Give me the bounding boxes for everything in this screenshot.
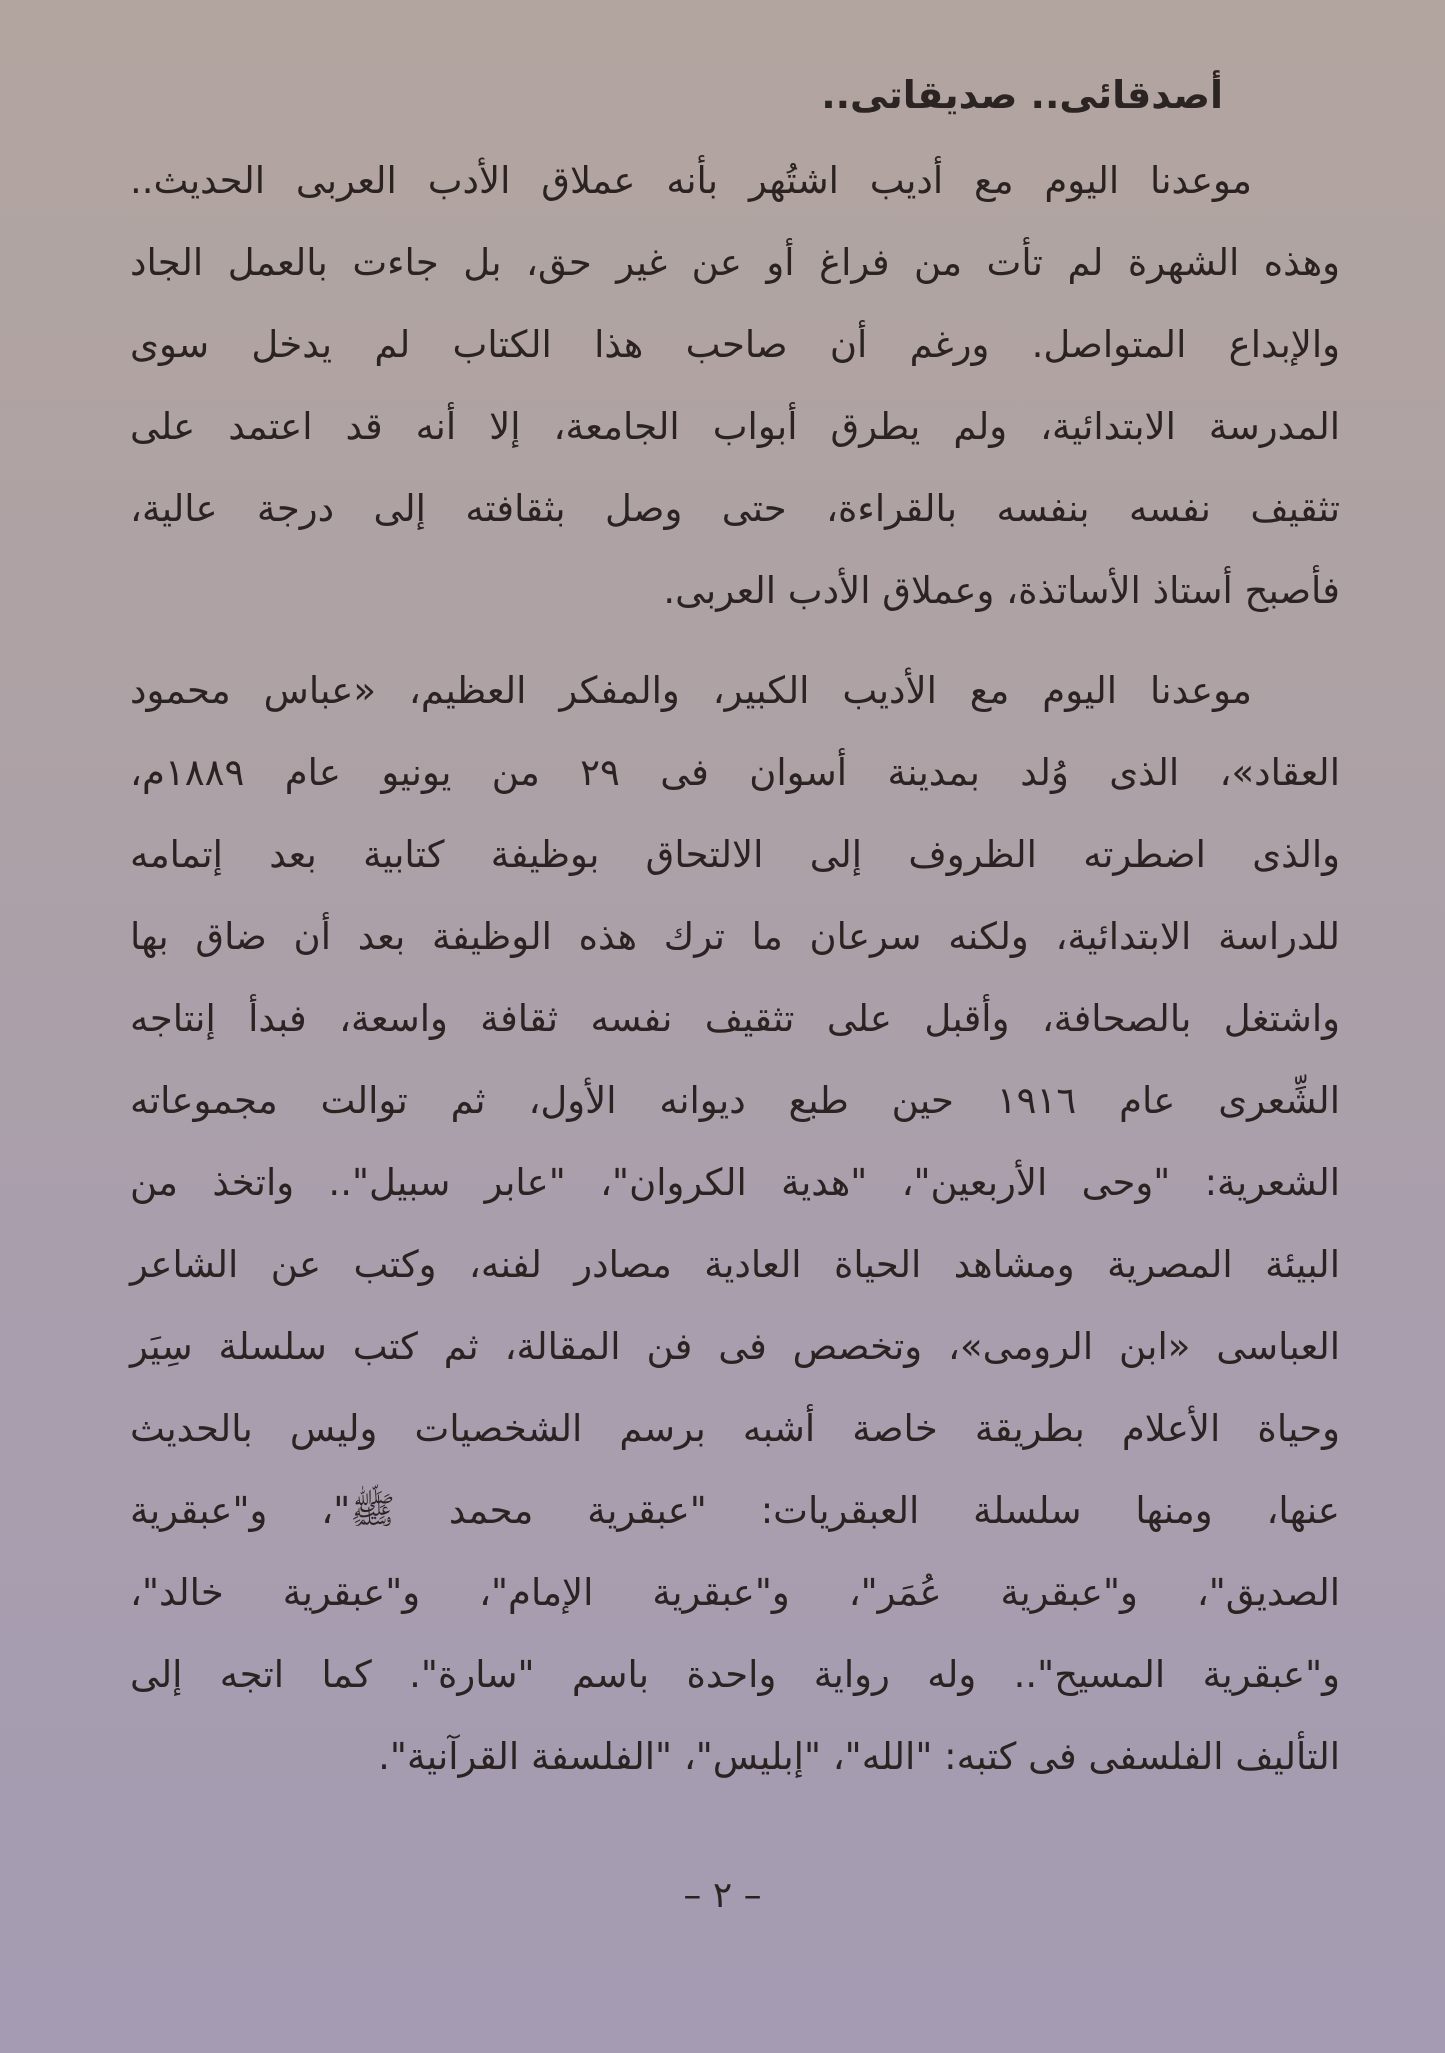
- text-line: موعدنا اليوم مع أديب اشتُهر بأنه عملاق الأدب العربى الحديث..: [130, 159, 1252, 202]
- text-line: العباسى «ابن الرومى»، وتخصص فى فن المقالة، ثم كتب سلسلة سِيَر: [130, 1325, 1340, 1368]
- text-line: تثقيف نفسه بنفسه بالقراءة، حتى وصل بثقافته إلى درجة عالية،: [130, 487, 1340, 530]
- text-line: التأليف الفلسفى فى كتبه: "الله"، "إبليس"، "الفلسفة القرآنية".: [378, 1735, 1340, 1778]
- text-line: وهذه الشهرة لم تأت من فراغ أو عن غير حق، بل جاءت بالعمل الجاد: [130, 241, 1340, 284]
- page-number: – ٢ –: [683, 1875, 762, 1916]
- text-line: العقاد»، الذى وُلد بمدينة أسوان فى ٢٩ من يونيو عام ١٨٨٩م،: [130, 751, 1340, 794]
- text-line: للدراسة الابتدائية، ولكنه سرعان ما ترك هذه الوظيفة بعد أن ضاق بها: [130, 915, 1340, 958]
- text-line: و"عبقرية المسيح".. وله رواية واحدة باسم "سارة". كما اتجه إلى: [130, 1653, 1340, 1696]
- text-line: واشتغل بالصحافة، وأقبل على تثقيف نفسه ثقافة واسعة، فبدأ إنتاجه: [130, 997, 1340, 1040]
- paragraph-intro: [130, 140, 1340, 632]
- text-line: والذى اضطرته الظروف إلى الالتحاق بوظيفة كتابية بعد إتمامه: [130, 833, 1340, 876]
- text-line: البيئة المصرية ومشاهد الحياة العادية مصادر لفنه، وكتب عن الشاعر: [130, 1243, 1340, 1286]
- page-title: أصدقائى.. صديقاتى..: [821, 73, 1223, 118]
- text-line: والإبداع المتواصل. ورغم أن صاحب هذا الكتاب لم يدخل سوى: [130, 323, 1340, 366]
- text-line: عنها، ومنها سلسلة العبقريات: "عبقرية محمد ﷺ"، و"عبقرية: [130, 1489, 1340, 1532]
- text-line: الشعرية: "وحى الأربعين"، "هدية الكروان"، "عابر سبيل".. واتخذ من: [130, 1161, 1340, 1204]
- text-line: الشِّعرى عام ١٩١٦ حين طبع ديوانه الأول، ثم توالت مجموعاته: [130, 1079, 1340, 1122]
- text-line: فأصبح أستاذ الأساتذة، وعملاق الأدب العربى.: [663, 569, 1340, 612]
- text-line: موعدنا اليوم مع الأديب الكبير، والمفكر العظيم، «عباس محمود: [130, 669, 1252, 712]
- paragraph-biography: [130, 650, 1340, 1798]
- text-line: الصديق"، و"عبقرية عُمَر"، و"عبقرية الإمام"، و"عبقرية خالد"،: [130, 1571, 1340, 1614]
- text-line: المدرسة الابتدائية، ولم يطرق أبواب الجامعة، إلا أنه قد اعتمد على: [130, 405, 1340, 448]
- text-line: وحياة الأعلام بطريقة خاصة أشبه برسم الشخصيات وليس بالحديث: [130, 1407, 1340, 1450]
